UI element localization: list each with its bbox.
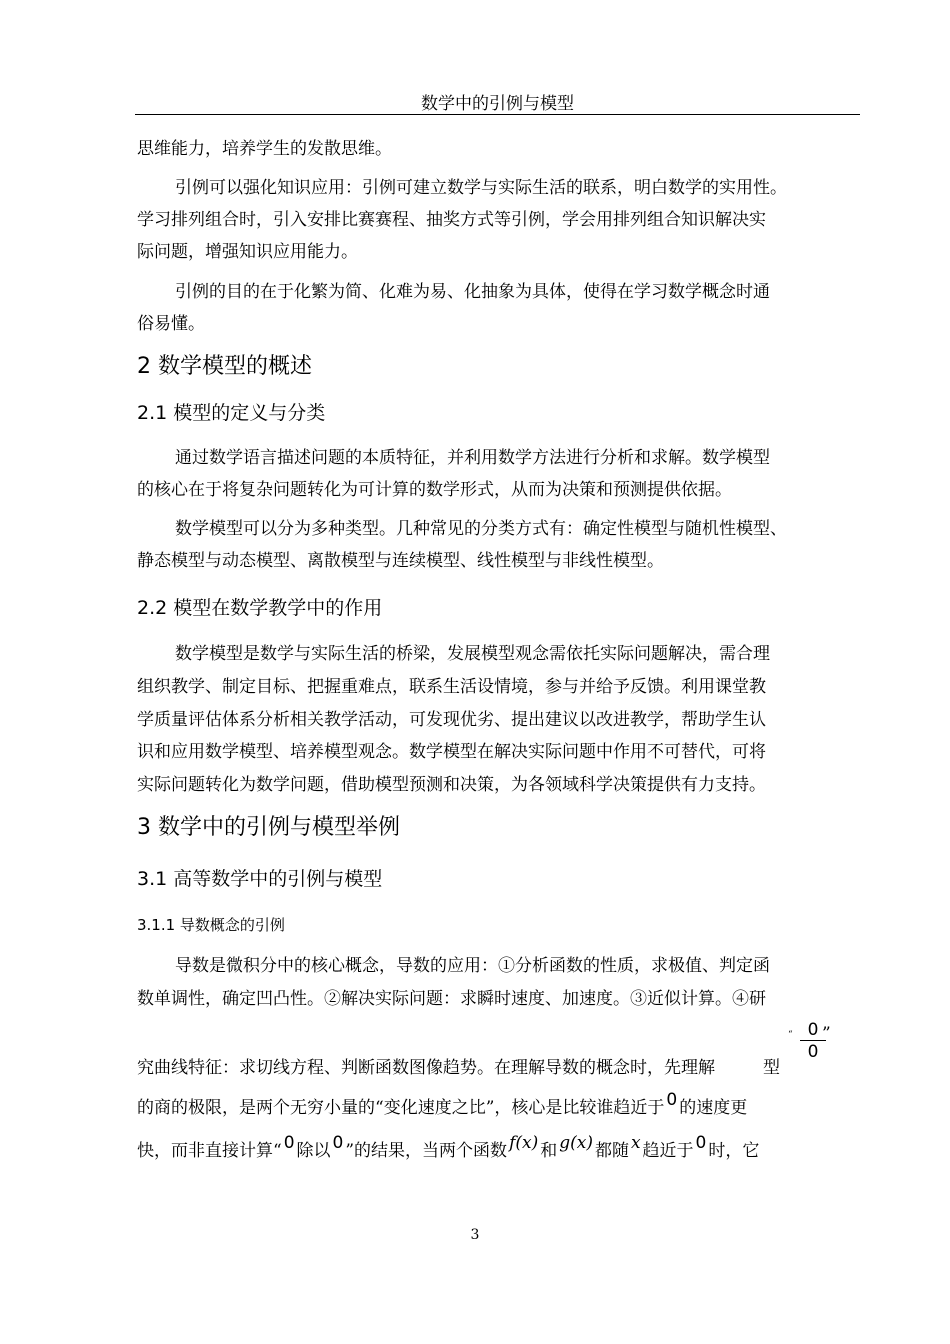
paragraph-line: 静态模型与动态模型、离散模型与连续模型、线性模型与非线性模型。 xyxy=(137,551,664,571)
fraction-numerator: 0 xyxy=(800,1020,826,1041)
paragraph-line: 学质量评估体系分析相关教学活动，可发现优劣、提出建议以改进教学，帮助学生认 xyxy=(137,710,766,730)
paragraph-line: 数单调性，确定凹凸性。②解决实际问题：求瞬时速度、加速度。③近似计算。④研 xyxy=(137,989,766,1009)
math-function-f: f(x) xyxy=(509,1133,539,1153)
math-function-g: g(x) xyxy=(559,1133,593,1153)
paragraph-line: 的核心在于将复杂问题转化为可计算的数学形式，从而为决策和预测提供依据。 xyxy=(137,480,732,500)
page-number: 3 xyxy=(470,1227,480,1243)
math-zero: 0 xyxy=(695,1133,707,1153)
section-heading-3: 3 数学中的引例与模型举例 xyxy=(137,815,400,840)
math-zero: 0 xyxy=(332,1133,344,1153)
subsection-heading-3-1: 3.1 高等数学中的引例与模型 xyxy=(137,868,383,890)
fraction-denominator: 0 xyxy=(807,1042,819,1062)
paragraph-line: 组织教学、制定目标、把握重难点，联系生活设情境，参与并给予反馈。利用课堂教 xyxy=(137,677,766,697)
text-run: ”的结果，当两个函数 xyxy=(345,1141,508,1161)
section-heading-2: 2 数学模型的概述 xyxy=(137,354,312,379)
paragraph-line: 数学模型是数学与实际生活的桥梁，发展模型观念需依托实际问题解决，需合理 xyxy=(175,644,770,664)
math-variable-x: x xyxy=(630,1133,641,1153)
paragraph-line xyxy=(137,1090,857,1118)
text-run: 和 xyxy=(540,1141,558,1161)
math-zero: 0 xyxy=(666,1090,678,1110)
paragraph-line xyxy=(137,1133,857,1161)
text-run: 趋近于 xyxy=(642,1141,694,1161)
running-header: 数学中的引例与模型 xyxy=(421,94,574,114)
paragraph-line: 识和应用数学模型、培养模型观念。数学模型在解决实际问题中作用不可替代，可将 xyxy=(137,742,766,762)
subsubsection-heading-3-1-1: 3.1.1 导数概念的引例 xyxy=(137,916,285,934)
paragraph-line: 通过数学语言描述问题的本质特征，并利用数学方法进行分析和求解。数学模型 xyxy=(175,448,770,468)
math-zero: 0 xyxy=(283,1133,295,1153)
paragraph-line: 际问题，增强知识应用能力。 xyxy=(137,242,358,262)
text-run: 都随 xyxy=(594,1141,629,1161)
fraction-close-quote: ” xyxy=(822,1024,831,1044)
paragraph-line: 导数是微积分中的核心概念，导数的应用：①分析函数的性质，求极值、判定函 xyxy=(175,956,770,976)
text-run: 型 xyxy=(763,1058,780,1078)
paragraph-line: 数学模型可以分为多种类型。几种常见的分类方式有：确定性模型与随机性模型、 xyxy=(175,519,787,539)
paragraph-line: 思维能力，培养学生的发散思维。 xyxy=(137,139,392,159)
fraction-open-quote: “ xyxy=(788,1030,793,1040)
text-run: 时，它 xyxy=(708,1141,760,1161)
text-run: 除以 xyxy=(296,1141,331,1161)
paragraph-line xyxy=(137,1058,857,1078)
text-run: 快，而非直接计算“ xyxy=(137,1141,282,1161)
subsection-heading-2-1: 2.1 模型的定义与分类 xyxy=(137,402,326,424)
header-rule xyxy=(135,114,860,115)
text-run: 的速度更 xyxy=(679,1098,748,1118)
paragraph-line: 实际问题转化为数学问题，借助模型预测和决策，为各领域科学决策提供有力支持。 xyxy=(137,775,766,795)
paragraph-line: 引例的目的在于化繁为简、化难为易、化抽象为具体，使得在学习数学概念时通 xyxy=(175,282,770,302)
paragraph-line: 引例可以强化知识应用：引例可建立数学与实际生活的联系，明白数学的实用性。 xyxy=(175,178,787,198)
paragraph-line: 俗易懂。 xyxy=(137,314,205,334)
subsection-heading-2-2: 2.2 模型在数学教学中的作用 xyxy=(137,597,383,619)
text-run: 究曲线特征：求切线方程、判断函数图像趋势。在理解导数的概念时，先理解 xyxy=(137,1058,715,1078)
paragraph-line: 学习排列组合时，引入安排比赛赛程、抽奖方式等引例，学会用排列组合知识解决实 xyxy=(137,210,766,230)
text-run: 的商的极限，是两个无穷小量的“变化速度之比”，核心是比较谁趋近于 xyxy=(137,1098,665,1118)
